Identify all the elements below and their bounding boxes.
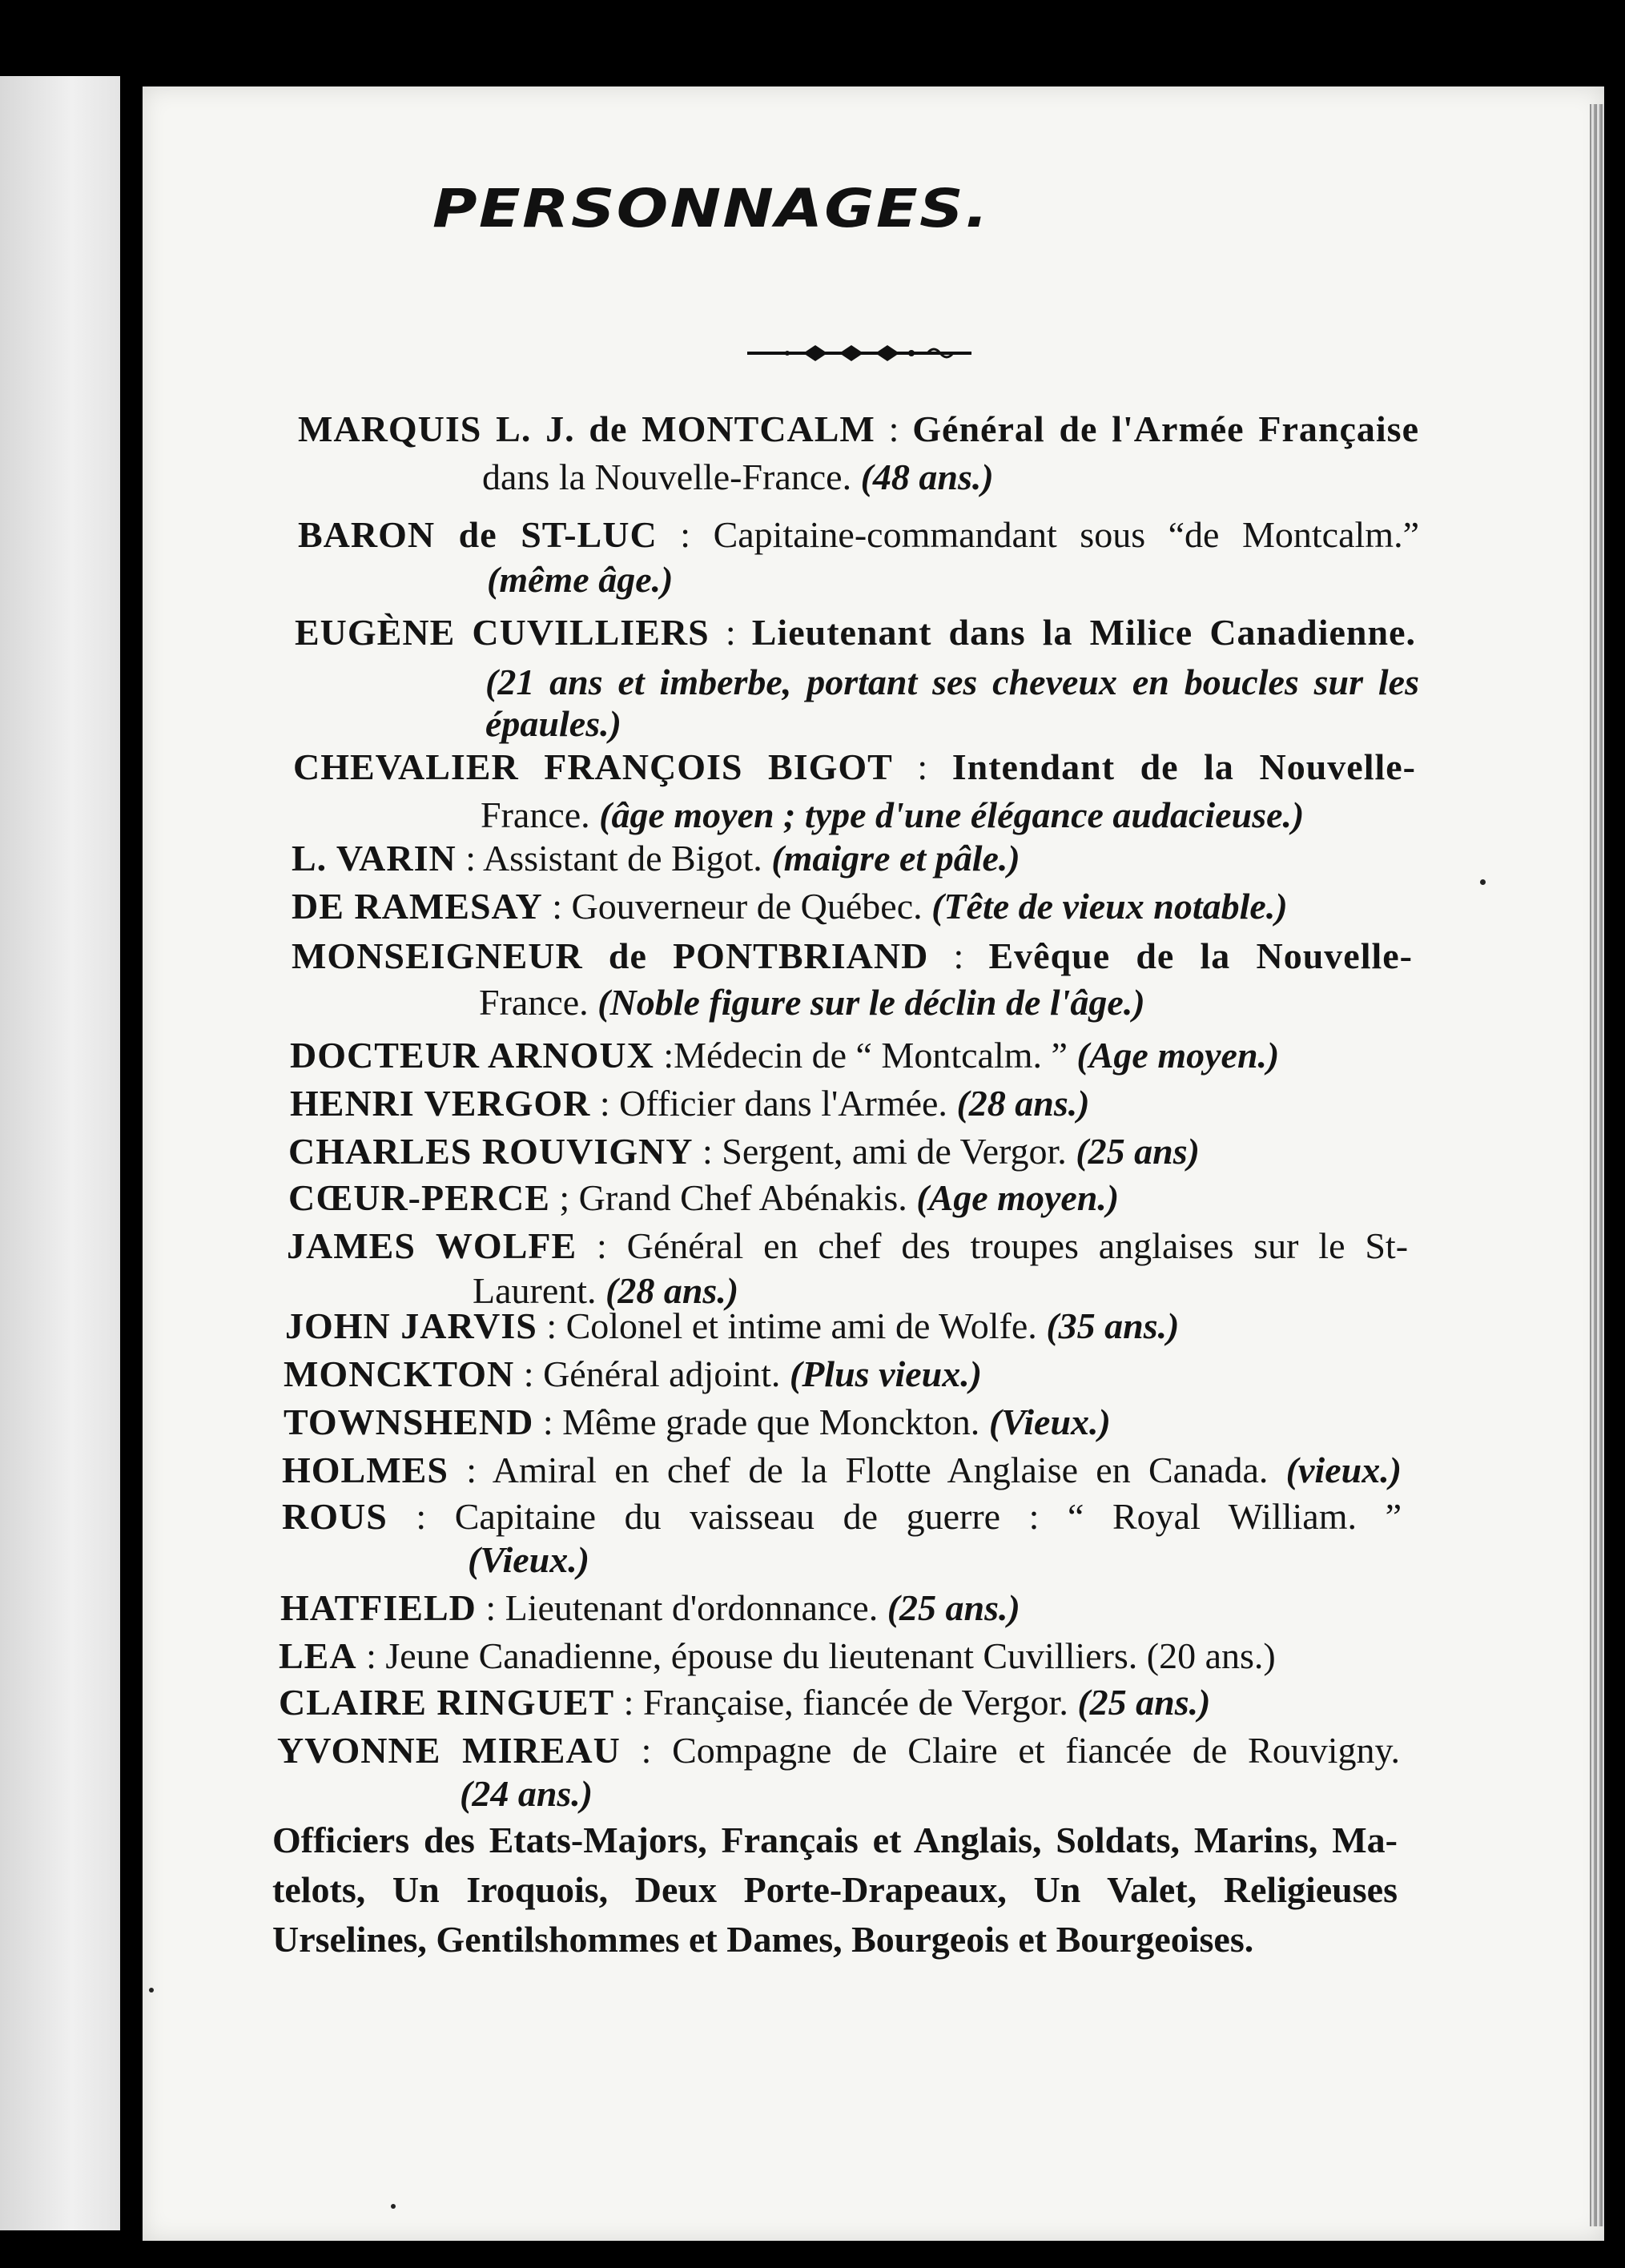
list-item: EUGÈNE CUVILLIERS : Lieutenant dans la Milice Canadienne.: [295, 612, 1417, 653]
list-item-continuation: (même âge.): [487, 559, 674, 600]
list-item: DOCTEUR ARNOUX :Médecin de “ Montcalm. ” (Age moyen.): [290, 1035, 1280, 1076]
right-page-edge: [1590, 104, 1604, 2226]
list-item: JOHN JARVIS : Colonel et intime ami de Wolfe. (35 ans.): [285, 1305, 1180, 1346]
print-speck: [391, 2204, 396, 2209]
list-item: MONCKTON : Général adjoint. (Plus vieux.): [284, 1353, 983, 1394]
list-item-continuation: France. (Noble figure sur le déclin de l'âge.): [479, 982, 1145, 1023]
print-speck: [149, 1988, 154, 1993]
list-item-continuation: dans la Nouvelle-France. (48 ans.): [482, 456, 994, 497]
list-item: TOWNSHEND : Même grade que Monckton. (Vieux.): [284, 1401, 1111, 1442]
list-item: DE RAMESAY : Gouverneur de Québec. (Tête de vieux notable.): [292, 886, 1288, 927]
list-item: ROUS : Capitaine du vaisseau de guerre : “ Royal William. ”: [282, 1496, 1402, 1537]
list-item: LEA : Jeune Canadienne, épouse du lieutenant Cuvilliers. (20 ans.): [279, 1635, 1276, 1676]
list-item-continuation: (Vieux.): [468, 1539, 590, 1580]
extras-line: Urselines, Gentilshommes et Dames, Bourgeois et Bourgeoises.: [272, 1919, 1254, 1960]
list-item: MONSEIGNEUR de PONTBRIAND : Evêque de la Nouvelle-: [292, 935, 1413, 976]
list-item: MARQUIS L. J. de MONTCALM : Général de l'Armée Française: [298, 408, 1420, 449]
list-item: HOLMES : Amiral en chef de la Flotte Anglaise en Canada. (vieux.): [282, 1450, 1402, 1490]
list-item: CHEVALIER FRANÇOIS BIGOT : Intendant de la Nouvelle-: [293, 746, 1416, 787]
list-item: HATFIELD : Lieutenant d'ordonnance. (25 ans.): [280, 1587, 1020, 1628]
list-item: CŒUR-PERCE ; Grand Chef Abénakis. (Age moyen.): [288, 1177, 1120, 1218]
extras-line: Officiers des Etats-Majors, Français et Anglais, Soldats, Marins, Ma-: [272, 1820, 1398, 1860]
page-title: PERSONNAGES.: [432, 178, 991, 239]
list-item: L. VARIN : Assistant de Bigot. (maigre et pâle.): [292, 838, 1020, 879]
print-speck: [1480, 879, 1486, 885]
list-item: BARON de ST-LUC : Capitaine-commandant sous “de Montcalm.”: [298, 514, 1419, 555]
list-item: YVONNE MIREAU : Compagne de Claire et fiancée de Rouvigny.: [277, 1730, 1400, 1771]
list-item: HENRI VERGOR : Officier dans l'Armée. (28 ans.): [290, 1083, 1090, 1124]
list-item-continuation: (21 ans et imberbe, portant ses cheveux en boucles sur les: [485, 662, 1419, 702]
extras-line: telots, Un Iroquois, Deux Porte-Drapeaux, Un Valet, Religieuses: [272, 1869, 1398, 1910]
list-item-continuation: France. (âge moyen ; type d'une élégance audacieuse.): [481, 794, 1305, 835]
list-item: CHARLES ROUVIGNY : Sergent, ami de Vergor. (25 ans): [288, 1131, 1200, 1172]
list-item-continuation: (24 ans.): [460, 1773, 593, 1814]
list-item-continuation: Laurent. (28 ans.): [473, 1270, 739, 1311]
list-item: JAMES WOLFE : Général en chef des troupes anglaises sur le St-: [287, 1225, 1409, 1266]
list-item-continuation: épaules.): [485, 703, 621, 744]
list-item: CLAIRE RINGUET : Française, fiancée de Vergor. (25 ans.): [279, 1682, 1211, 1723]
